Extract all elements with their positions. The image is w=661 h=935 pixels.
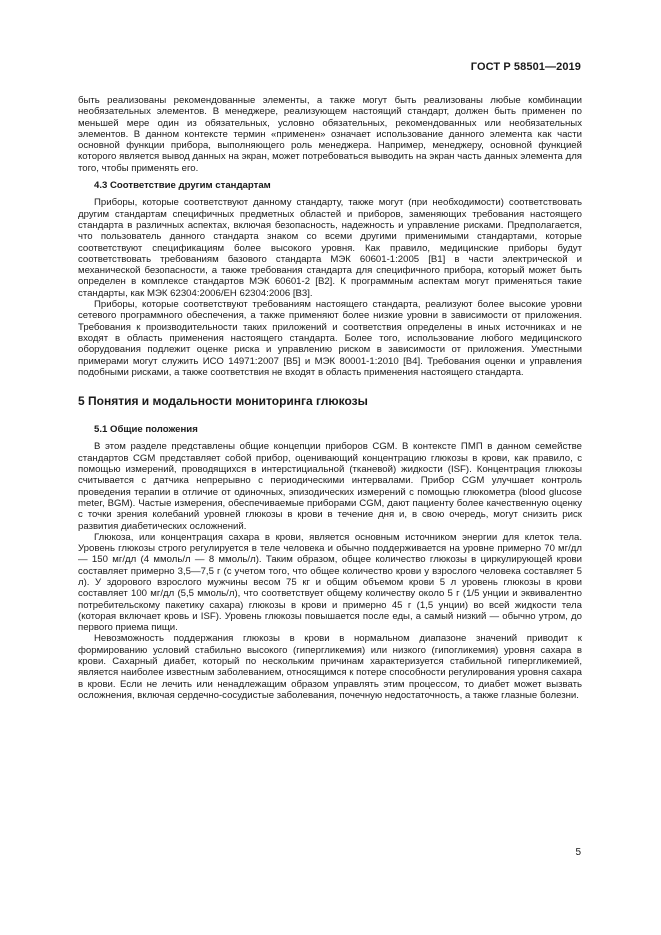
section-4-3-paragraph-1: Приборы, которые соответствуют данному стандарту, также могут (при необходимости) соответствовать другим стандартам специфичных предметных областей и приборов, заменяющих требования настоящего стандарта в различных аспектах, включая безопасность, надежность и управление рисками. Предполагается, что пользователь данного стандарта знаком со всеми другими применимыми стандартами, которые соответствуют спецификациям более высокого уровня. Как правило, медицинские приборы будут соответствовать требованиям базового стандарта МЭК 60601-1:2005 [B1] в части электрической и механической безопасности, а также требования стандарта для специфичного прибора, который может быть определен в комплексе стандартов МЭК 60601-2 [B2]. К программным аспектам могут применяться такие стандарты, как МЭК 62304:2006/ЕН 62304:2006 [B3].	[78, 197, 582, 299]
section-5-1-heading: 5.1 Общие положения	[94, 424, 198, 436]
section-5-1-paragraph-2: Глюкоза, или концентрация сахара в крови, является основным источником энергии для клеток тела. Уровень глюкозы строго регулируется в теле человека и обычно поддерживается на уровне примерно 70 мг/дл — 150 мг/дл (4 ммоль/л — 8 ммоль/л). Таким образом, общее количество глюкозы в циркулирующей крови составляет примерно 3,5—7,5 г (с учетом того, что общее количество крови у взрослого человека составляет 5 л). У здорового взрослого мужчины весом 75 кг и общим объемом крови 5 л уровень глюкозы в крови составляет 100 мг/дл (5,5 ммоль/л), что соответствует общему количеству около 5 г (1/5 унции и эквивалентно потребительскому пакетику сахара) глюкозы в крови и примерно 45 г (1,5 унции) во всей жидкости тела (которая включает кровь и ISF). Уровень глюкозы повышается после еды, а самый низкий — обычно утром, до первого приема пищи.	[78, 531, 582, 634]
section-4-3-paragraph-2: Приборы, которые соответствуют требованиям настоящего стандарта, реализуют более высокие уровни сетевого программного обеспечения, а также применяют более низкие уровни в зависимости от приложения. Требования к производительности таких приложений и соответствия определены в иных источниках и не входят в область применения настоящего стандарта. Более того, использование любого медицинского оборудования подлежит оценке риска и управлению риском в зависимости от приложения. Уместными примерами могут служить ИСО 14971:2007 [B5] и МЭК 80001-1:2010 [B4]. Требования оценки и управления подобными рисками, а также соответствия не входят в область применения настоящего стандарта.	[78, 299, 582, 378]
document-code: ГОСТ Р 58501—2019	[470, 61, 581, 73]
section-4-3-heading: 4.3 Соответствие другим стандартам	[94, 180, 271, 192]
section-5-1-paragraph-3: Невозможность поддержания глюкозы в крови в нормальном диапазоне значений приводит к формированию условий стабильно высокого (гипергликемия) или низкого (гипогликемия) уровня сахара в крови. Сахарный диабет, который по нескольким причинам характеризуется стабильной гипергликемией, является наиболее известным заболеванием, относящимся к потере способности регулирования уровня сахара в крови. Если не лечить или ненадлежащим образом управлять этим процессом, то диабет может вызвать осложнения, включая сердечно-сосудистые заболевания, почечную недостаточность, а также глазные болезни.	[78, 633, 583, 701]
page-number: 5	[575, 847, 581, 858]
section-5-1-paragraph-1: В этом разделе представлены общие концепции приборов CGM. В контексте ПМП в данном семействе стандартов CGM представляет собой прибор, оценивающий концентрацию глюкозы в крови, как правило, с помощью измерений, проводящихся в интерстициальной (тканевой) жидкости (ISF). Концентрация глюкозы считывается с датчика непрерывно с периодическими интервалами. Прибор CGM улучшает контроль проведения терапии в отличие от одиночных, эпизодических измерений с помощью глюкометра (blood glucose meter, BGM). Частые измерения, обеспечиваемые приборами CGM, дают пациенту более качественную оценку с точки зрения колебаний уровней глюкозы в крови в течение дня и, в свою очередь, могут снизить риск развития диабетических осложнений.	[78, 441, 582, 532]
section-5-heading: 5 Понятия и модальности мониторинга глюкозы	[78, 394, 368, 409]
document-body	[78, 95, 582, 701]
intro-paragraph: быть реализованы рекомендованные элементы, а также могут быть реализованы любые комбинации необязательных элементов. В менеджере, реализующем настоящий стандарт, должен быть применен по меньшей мере один из обязательных, условно обязательных, рекомендованных или необязательных элементов. В данном контексте термин «применен» означает использование данного элемента как части основной функции прибора, выполняющего роль менеджера. Например, менеджеру, основной функцией которого является вывод данных на экран, может потребоваться выводить на экран часть данных элемента для того, чтобы применять его.	[78, 95, 582, 174]
